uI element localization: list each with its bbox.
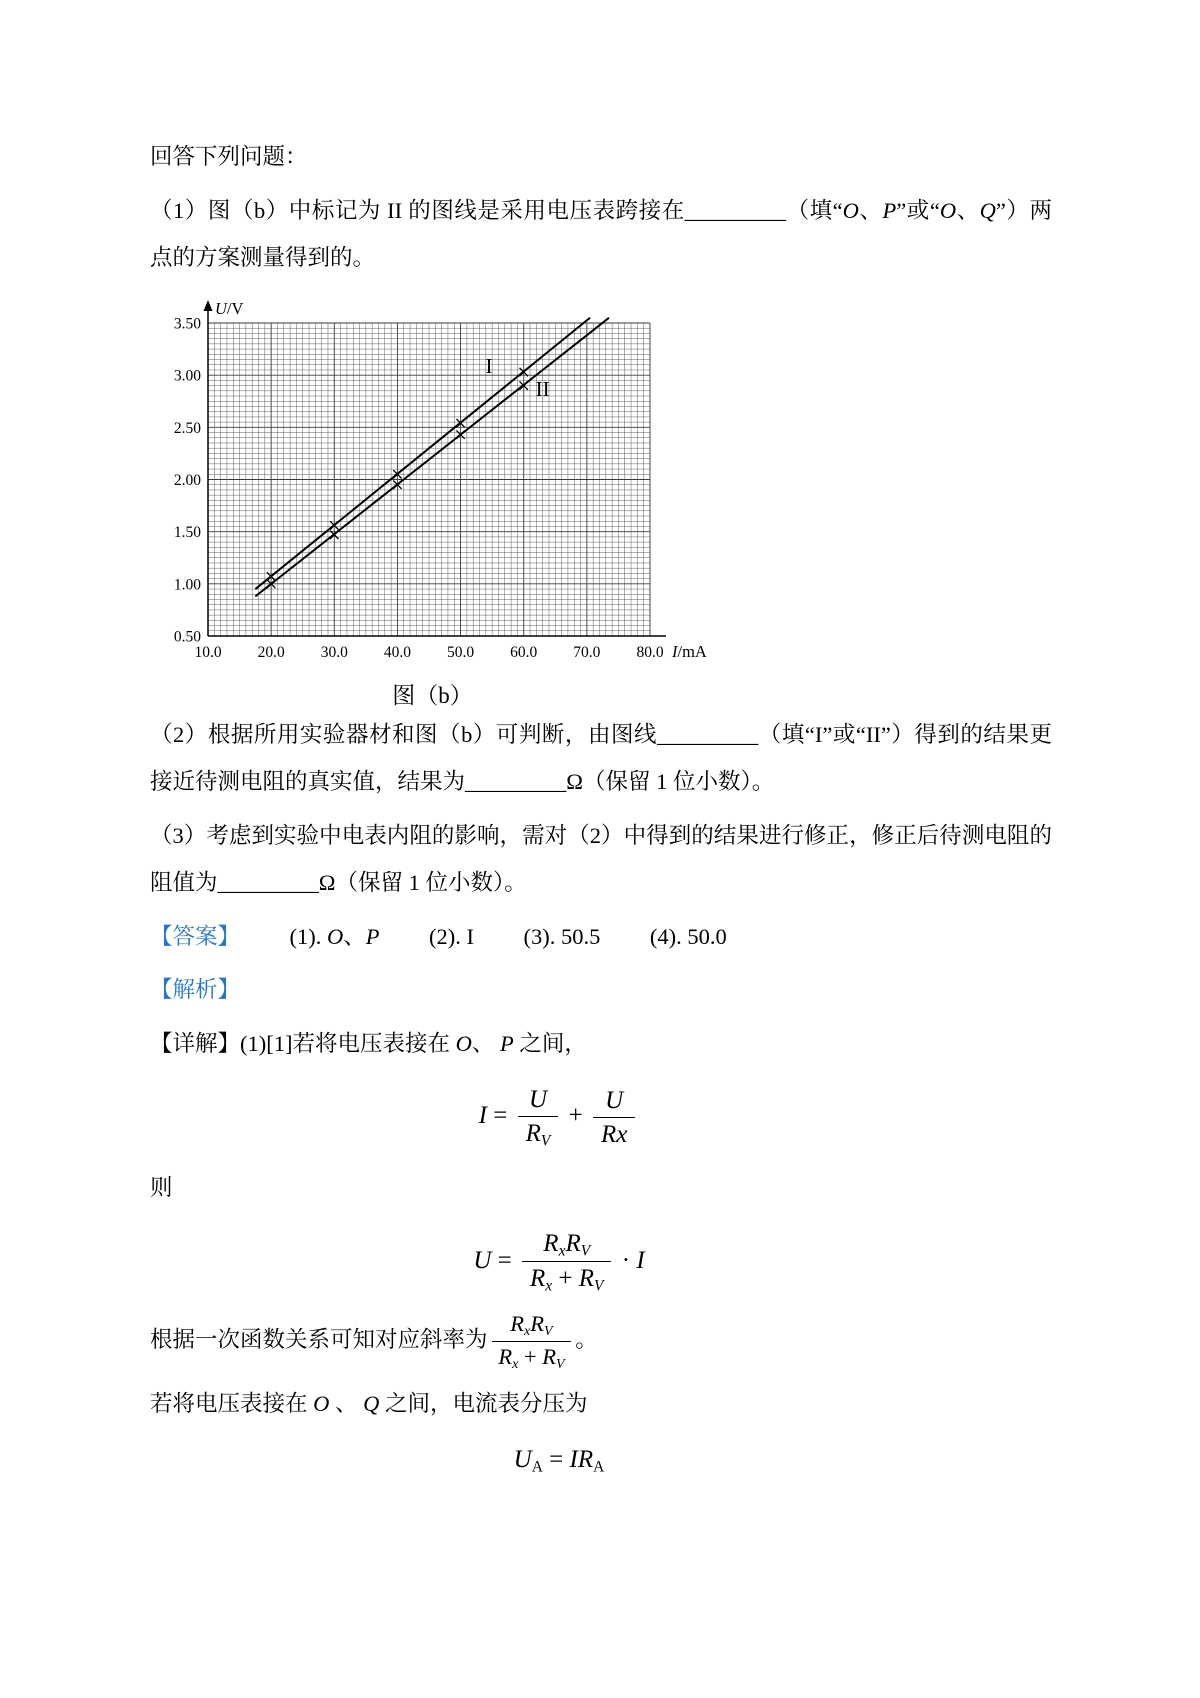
oq-line: 若将电压表接在 O 、 Q 之间，电流表分压为: [150, 1390, 588, 1416]
svg-text:70.0: 70.0: [573, 644, 601, 662]
svg-text:2.00: 2.00: [173, 472, 201, 490]
formula-current-sum: I = $\frac{U}{RV}$ + $\frac{U}{Rx}$: [150, 1084, 968, 1151]
svg-text:10.0: 10.0: [194, 644, 222, 662]
svg-text:40.0: 40.0: [383, 644, 411, 662]
intro-text: 回答下列问题：: [150, 144, 308, 169]
svg-text:2.50: 2.50: [173, 420, 201, 438]
svg-text:0.50: 0.50: [173, 628, 201, 646]
then-text: 则: [150, 1174, 173, 1200]
svg-text:20.0: 20.0: [257, 644, 285, 662]
formula-voltage: U = $\frac{\text{RxRV}}{Rx + RV}$ · I: [473, 1229, 645, 1295]
svg-text:I: I: [485, 354, 493, 379]
uv-line-chart: [150, 295, 715, 670]
svg-text:3.00: 3.00: [173, 368, 201, 386]
svg-text:30.0: 30.0: [320, 644, 348, 662]
slope-line: 根据一次函数关系可知对应斜率为 $\frac{\text{RxRV}}{Rx + RV}$ 。: [150, 1311, 598, 1373]
question-1: （1）图（b）中标记为 II 的图线是采用电压表跨接在_________（填“O、P”或“O、Q”）两点的方案测量得到的。: [150, 197, 1052, 270]
svg-text:1.50: 1.50: [173, 524, 201, 542]
svg-text:50.0: 50.0: [447, 644, 475, 662]
figure-b: [150, 295, 1052, 710]
figure-caption: 图（b）: [392, 683, 473, 709]
svg-text:U/V: U/V: [215, 299, 244, 319]
svg-text:II: II: [535, 377, 550, 402]
svg-text:80.0: 80.0: [636, 644, 664, 662]
question-2: （2）根据所用实验器材和图（b）可判断，由图线_________（填“I”或“II”）得到的结果更接近待测电阻的真实值，结果为_________Ω（保留 1 位小数）。: [150, 722, 1052, 795]
question-3: （3）考虑到实验中电表内阻的影响，需对（2）中得到的结果进行修正，修正后待测电阻的阻值为_________Ω（保留 1 位小数）。: [150, 822, 1052, 895]
svg-text:I/mA: I/mA: [672, 642, 707, 662]
analysis-label: 【解析】: [150, 977, 241, 1003]
svg-text:1.00: 1.00: [173, 576, 201, 594]
svg-text:60.0: 60.0: [510, 644, 538, 662]
answer-line: 【答案】 (1). O、P (2). I (3). 50.5 (4). 50.0: [150, 923, 727, 949]
svg-text:3.50: 3.50: [173, 315, 201, 333]
detail-intro-line: 【详解】(1)[1]若将电压表接在 O、 P 之间，: [150, 1031, 587, 1057]
formula-ammeter-voltage: UA = IRA: [513, 1445, 605, 1475]
